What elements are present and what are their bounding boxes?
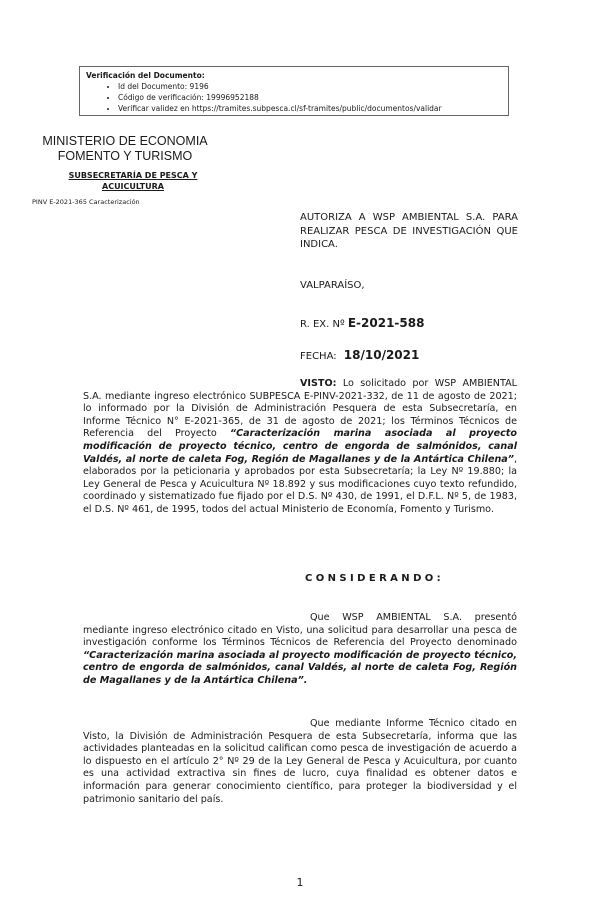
visto-project-name: “Caracterización marina asociada al proyecto modificación de proyecto técnico, centro de engorda de salmónidos, canal Valdés, al norte de caleta Fog, Región de Magallanes y de la Antártica Chilena” [83,428,517,465]
verification-link[interactable]: • Verificar validez en https://tramites.subpesca.cl/sf-tramites/public/documentos/validar [118,103,502,114]
fecha-label: FECHA: [300,351,337,362]
visto-text-a: Lo solicitado por WSP AMBIENTAL S.A. mediante ingreso electrónico SUBPESCA E-PINV-2021-332, de 11 de agosto de 2021; lo informado por la División de Administración Pesquera de esta Subsecretaría, en Informe Técnico N° E-2021-365, de 31 de agosto de 2021; los Términos Técnicos de Referencia del Proyecto [83,378,517,440]
considerando-paragraph-1 [83,612,517,688]
considerando-heading: CONSIDERANDO: [305,573,445,584]
verification-title: Verificación del Documento: [86,71,205,80]
verification-box [79,66,509,116]
pinv-reference: PINV E-2021-365 Caracterización [32,198,140,206]
considerando-p2-text: Que mediante Informe Técnico citado en Visto, la División de Administración Pesquera de esta Subsecretaría, informa que las actividades planteadas en la solicitud califican como pesca de investigación de acuerdo a lo dispuesto en el artículo 2° Nº 29 de la Ley General de Pesca y Acuicultura, por cuanto es una actividad extractiva sin fines de lucro, cuya finalidad es obtener datos e información para generar conocimiento científico, para proteger la biodiversidad y el patrimonio sanitario del país. [83,718,517,805]
rex-value: E-2021-588 [347,316,425,330]
verification-list [86,81,502,114]
ministry-line-2: FOMENTO Y TURISMO [57,149,193,163]
verification-code: • Código de verificación: 19996952188 [118,92,502,103]
resolution-number [300,316,424,330]
visto-text-b: , elaborados por la peticionaria y aprobados por esta Subsecretaría; la Ley Nº 19.880; la Ley General de Pesca y Acuicultura Nº 18.892 y sus modificaciones cuyo texto refundido, coordinado y sistematizado fue fijado por el D.S. Nº 430, de 1991, el D.F.L. Nº 5, de 1983, el D.S. Nº 461, de 1995, todos del actual Ministerio de Economía, Fomento y Turismo. [83,453,517,515]
page-number: 1 [296,876,304,889]
verification-id: • Id del Documento: 9196 [118,81,502,92]
subsecretaria-name: SUBSECRETARÍA DE PESCA Y ACUICULTURA [68,171,198,191]
visto-label: VISTO: [300,378,337,389]
fecha-value: 18/10/2021 [343,348,420,362]
ministry-line-1: MINISTERIO DE ECONOMIA [42,134,208,148]
visto-paragraph [83,378,517,517]
ministry-name [40,134,210,164]
considerando-project-name: “Caracterización marina asociada al proyecto modificación de proyecto técnico, centro de engorda de salmónidos, canal Valdés, al norte de caleta Fog, Región de Magallanes y de la Antártica Chilena”. [83,649,517,686]
considerando-p1-text: Que WSP AMBIENTAL S.A. presentó mediante ingreso electrónico citado en Visto, una solicitud para desarrollar una pesca de investigación conforme los Términos Técnicos de Referencia del Proyecto denominado [83,612,517,649]
resolution-summary: AUTORIZA A WSP AMBIENTAL S.A. PARA REALIZAR PESCA DE INVESTIGACIÓN QUE INDICA. [300,212,518,250]
considerando-paragraph-2 [83,718,517,806]
resolution-date [300,348,419,362]
resolution-city: VALPARAÍSO, [300,280,365,291]
rex-label: R. EX. Nº [300,319,345,330]
